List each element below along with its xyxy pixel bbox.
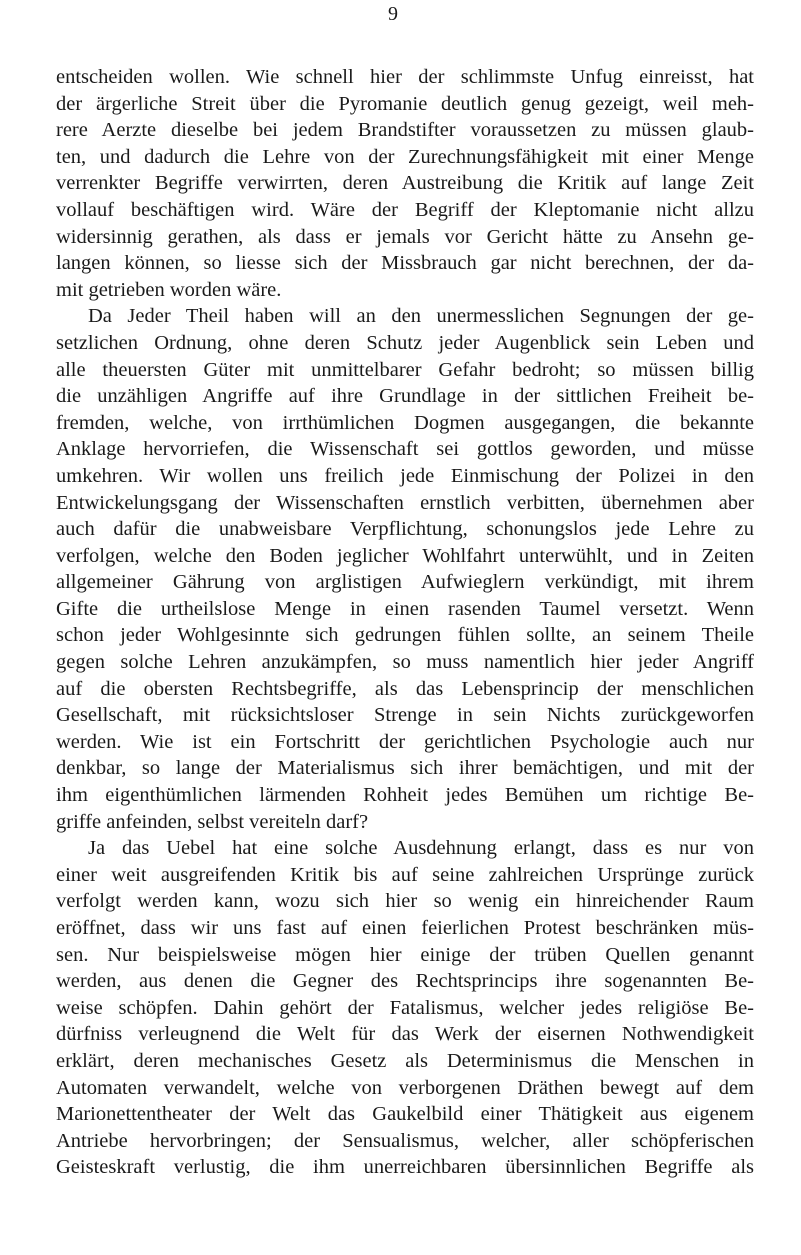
text-line: Marionettentheater der Welt das Gaukelbild einer Thätigkeit aus eigenem <box>56 1103 754 1126</box>
text-line: allgemeiner Gährung von arglistigen Aufwieglern verkündigt, mit ihrem <box>56 571 754 594</box>
text-line: mit getrieben worden wäre. <box>56 278 282 301</box>
text-line: Da Jeder Theil haben will an den unermesslichen Segnungen der ge- <box>88 305 754 328</box>
text-line: Gesellschaft, mit rücksichtsloser Strenge in sein Nichts zurückgeworfen <box>56 704 754 727</box>
paragraph <box>56 64 754 303</box>
text-line: erklärt, deren mechanisches Gesetz als Determinismus die Menschen in <box>56 1049 754 1072</box>
text-line: Entwickelungsgang der Wissenschaften ernstlich verbitten, übernehmen aber <box>56 491 754 514</box>
text-line: auch dafür die unabweisbare Verpflichtung, schonungslos jede Lehre zu <box>56 518 754 541</box>
text-line: rere Aerzte dieselbe bei jedem Brandstifter voraussetzen zu müssen glaub- <box>56 119 754 142</box>
text-line: vollauf beschäftigen wird. Wäre der Begriff der Kleptomanie nicht allzu <box>56 198 754 221</box>
text-line: sen. Nur beispielsweise mögen hier einige der trüben Quellen genannt <box>56 943 754 966</box>
text-line: widersinnig gerathen, als dass er jemals vor Gericht hätte zu Ansehn ge- <box>56 225 754 248</box>
text-line: Automaten verwandelt, welche von verborgenen Dräthen bewegt auf dem <box>56 1076 754 1099</box>
text-line: werden, aus denen die Gegner des Rechtsprincips ihre sogenannten Be- <box>56 970 754 993</box>
body-text <box>56 64 754 1181</box>
paragraph <box>56 835 754 1181</box>
text-line: verrenkter Begriffe verwirrten, deren Austreibung die Kritik auf lange Zeit <box>56 172 754 195</box>
text-line: auf die obersten Rechtsbegriffe, als das Lebensprincip der menschlichen <box>56 677 754 700</box>
text-line: die unzähligen Angriffe auf ihre Grundlage in der sittlichen Freiheit be- <box>56 385 754 408</box>
text-line: schon jeder Wohlgesinnte sich gedrungen fühlen sollte, an seinem Theile <box>56 624 754 647</box>
text-line: ihm eigenthümlichen lärmenden Rohheit jedes Bemühen um richtige Be- <box>56 784 754 807</box>
text-line: ten, und dadurch die Lehre von der Zurechnungsfähigkeit mit einer Menge <box>56 145 754 168</box>
text-line: langen können, so liesse sich der Missbrauch gar nicht berechnen, der da- <box>56 252 754 275</box>
text-line: Anklage hervorriefen, die Wissenschaft sei gottlos geworden, und müsse <box>56 438 754 461</box>
text-line: dürfniss verleugnend die Welt für das Werk der eisernen Nothwendigkeit <box>56 1023 754 1046</box>
text-line: setzlichen Ordnung, ohne deren Schutz jeder Augenblick sein Leben und <box>56 331 754 354</box>
text-line: fremden, welche, von irrthümlichen Dogmen ausgegangen, die bekannte <box>56 411 754 434</box>
text-line: gegen solche Lehren anzukämpfen, so muss namentlich hier jeder Angriff <box>56 651 754 674</box>
text-line: umkehren. Wir wollen uns freilich jede Einmischung der Polizei in den <box>56 464 754 487</box>
text-line: Antriebe hervorbringen; der Sensualismus, welcher, aller schöpferischen <box>56 1129 754 1152</box>
text-line: weise schöpfen. Dahin gehört der Fatalismus, welcher jedes religiöse Be- <box>56 996 754 1019</box>
text-line: entscheiden wollen. Wie schnell hier der schlimmste Unfug einreisst, hat <box>56 66 754 88</box>
text-line: der ärgerliche Streit über die Pyromanie deutlich genug gezeigt, weil meh- <box>56 92 754 115</box>
text-line: griffe anfeinden, selbst vereiteln darf? <box>56 810 369 833</box>
text-line: eröffnet, dass wir uns fast auf einen feierlichen Protest beschränken müs- <box>56 917 754 939</box>
text-line: denkbar, so lange der Materialismus sich ihrer bemächtigen, und mit der <box>56 757 754 780</box>
text-line: Geisteskraft verlustig, die ihm unerreichbaren übersinnlichen Begriffe als <box>56 1156 754 1179</box>
text-line: verfolgen, welche den Boden jeglicher Wohlfahrt unterwühlt, und in Zeiten <box>56 544 754 567</box>
text-line: werden. Wie ist ein Fortschritt der gerichtlichen Psychologie auch nur <box>56 730 754 753</box>
page-number: 9 <box>388 3 398 25</box>
text-line: einer weit ausgreifenden Kritik bis auf seine zahlreichen Ursprünge zurück <box>56 863 754 886</box>
text-line: alle theuersten Güter mit unmittelbarer Gefahr bedroht; so müssen billig <box>56 358 754 381</box>
text-line: Ja das Uebel hat eine solche Ausdehnung erlangt, dass es nur von <box>88 837 754 860</box>
paragraph <box>56 303 754 835</box>
text-line: verfolgt werden kann, wozu sich hier so wenig ein hinreichender Raum <box>56 890 754 913</box>
text-line: Gifte die urtheilslose Menge in einen rasenden Taumel versetzt. Wenn <box>56 597 754 620</box>
